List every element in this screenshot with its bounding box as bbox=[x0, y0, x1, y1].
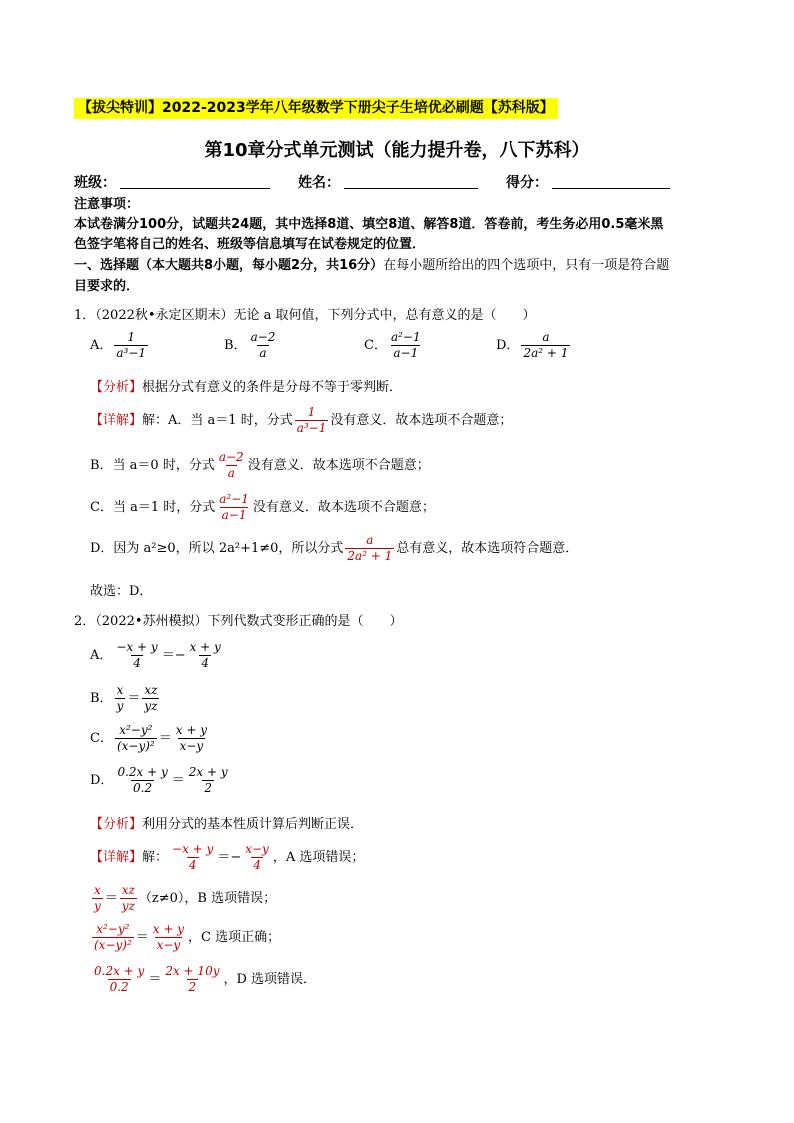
page-title: 第10章分式单元测试（能力提升卷，八下苏科） bbox=[204, 140, 590, 161]
equals-sign: ＝ bbox=[135, 930, 149, 945]
header-banner: 【拔尖特训】2022-2023学年八年级数学下册尖子生培优必刷题【苏科版】 bbox=[74, 98, 558, 119]
name-label: 姓名： bbox=[298, 175, 340, 191]
detail-text: 没有意义．故本选项不合题意； bbox=[252, 500, 435, 515]
fraction: $\frac{a}{\text{2a² + 1}}$ bbox=[347, 533, 393, 563]
section-heading-rest: 在每小题所给出的四个选项中，只有一项是符合题 bbox=[383, 258, 670, 273]
notes-heading: 注意事项： bbox=[74, 197, 140, 212]
detail-text: B．当 a＝0 时，分式 bbox=[90, 458, 215, 473]
detail-text: ，A 选项错误； bbox=[272, 850, 365, 865]
q2-option-b[interactable] bbox=[90, 683, 161, 714]
option-label: B． bbox=[224, 338, 247, 353]
fraction: $\frac{\text{a²−1}}{a-1}$ bbox=[219, 492, 249, 522]
equals-sign: ＝ bbox=[148, 972, 162, 987]
score-label: 得分： bbox=[506, 175, 548, 191]
fraction: $\frac{a}{\text{2a² + 1}}$ bbox=[523, 330, 569, 360]
fraction: $\frac{\text{x²−y²}}{\text{(x−y)²}}$ bbox=[94, 922, 132, 952]
q1-detail-b bbox=[90, 450, 430, 481]
detail-text: 解： bbox=[142, 850, 169, 865]
detail-tag: 【详解】 bbox=[90, 850, 143, 865]
q2-option-a[interactable] bbox=[90, 640, 225, 671]
detail-text: ，C 选项正确； bbox=[188, 930, 281, 945]
detail-text: C．当 a＝1 时，分式 bbox=[90, 500, 216, 515]
q2-option-d[interactable] bbox=[90, 765, 232, 796]
q2-detail-step-1 bbox=[90, 842, 364, 873]
analysis-text: 根据分式有意义的条件是分母不等于零判断． bbox=[142, 380, 403, 395]
detail-text: 没有意义．故本选项不合题意； bbox=[247, 458, 430, 473]
detail-text: 没有意义．故本选项不合题意； bbox=[330, 413, 513, 428]
analysis-tag: 【分析】 bbox=[90, 817, 143, 832]
fraction: $\frac{0.2x + y}{0.2}$ bbox=[117, 765, 168, 795]
q1-option-a[interactable] bbox=[90, 330, 150, 361]
equals-sign: ＝− bbox=[161, 648, 186, 663]
fraction: $\frac{0.2x + y}{0.2}$ bbox=[94, 964, 145, 994]
option-label: C． bbox=[364, 338, 387, 353]
fraction: $\frac{x}{y}$ bbox=[116, 683, 124, 713]
notes-line-2: 色签字笔将自己的姓名、班级等信息填写在试卷规定的位置． bbox=[74, 237, 426, 252]
option-label: A． bbox=[90, 648, 113, 663]
equals-sign: ＝ bbox=[104, 891, 118, 906]
q2-detail-step-4 bbox=[90, 964, 316, 995]
q2-stem: 2．（2022•苏州模拟）下列代数式变形正确的是（ ） bbox=[74, 614, 403, 629]
fraction: $\frac{x + y}{x-y}$ bbox=[152, 922, 185, 952]
fraction: $\frac{x + y}{x-y}$ bbox=[175, 723, 207, 753]
fraction: $\frac{x}{y}$ bbox=[94, 883, 101, 913]
detail-text: （z≠0），B 选项错误； bbox=[138, 891, 277, 906]
fraction: $\frac{\text{a²−1}}{a-1}$ bbox=[390, 330, 421, 360]
q2-detail-step-3 bbox=[90, 922, 280, 953]
name-blank[interactable] bbox=[344, 188, 478, 189]
option-label: C． bbox=[90, 731, 113, 746]
detail-text: 解：A．当 a＝1 时，分式 bbox=[142, 413, 293, 428]
analysis-tag: 【分析】 bbox=[90, 380, 143, 395]
fraction: $\frac{-x + y}{4}$ bbox=[172, 842, 214, 872]
equals-sign: ＝ bbox=[171, 773, 185, 788]
equals-sign: ＝ bbox=[158, 731, 172, 746]
q2-detail-step-2 bbox=[90, 883, 276, 914]
detail-text: 总有意义，故本选项符合题意． bbox=[396, 541, 579, 556]
equals-sign: ＝ bbox=[127, 691, 141, 706]
class-label: 班级： bbox=[74, 175, 116, 191]
equals-sign: ＝− bbox=[217, 850, 242, 865]
q1-analysis bbox=[90, 376, 402, 395]
detail-tag: 【详解】 bbox=[90, 413, 143, 428]
section-heading bbox=[74, 254, 669, 273]
fraction: $\frac{a-2}{a}$ bbox=[250, 330, 276, 360]
fraction: $\frac{1}{\text{a³−1}}$ bbox=[116, 330, 147, 360]
q1-detail-a bbox=[90, 405, 512, 436]
fraction: $\frac{1}{\text{a³−1}}$ bbox=[296, 405, 327, 435]
class-blank[interactable] bbox=[120, 188, 270, 189]
detail-text: D．因为 a²≥0，所以 2a²+1≠0，所以分式 bbox=[90, 541, 344, 556]
q1-option-d[interactable] bbox=[496, 330, 572, 361]
q1-detail-d bbox=[90, 533, 578, 564]
section-heading-line-2: 目要求的． bbox=[74, 279, 140, 294]
q1-answer: 故选：D． bbox=[90, 584, 153, 599]
fraction: $\frac{2x + 10y}{2}$ bbox=[165, 964, 220, 994]
section-heading-bold: 一、选择题（本大题共8小题，每小题2分，共16分） bbox=[74, 258, 384, 273]
fraction: $\frac{x + y}{4}$ bbox=[189, 640, 221, 670]
q2-analysis bbox=[90, 813, 363, 832]
fraction: $\frac{xz}{yz}$ bbox=[121, 883, 135, 913]
score-blank[interactable] bbox=[552, 188, 670, 189]
notes-line-1: 本试卷满分100分，试题共24题，其中选择8道、填空8道、解答8道．答卷前，考生务必用0.5毫米黑 bbox=[74, 217, 664, 232]
fraction: $\frac{xz}{yz}$ bbox=[144, 683, 158, 713]
option-label: B． bbox=[90, 691, 113, 706]
option-label: D． bbox=[90, 773, 114, 788]
fraction: $\frac{a-2}{a}$ bbox=[218, 450, 244, 480]
fraction: $\frac{-x + y}{4}$ bbox=[116, 640, 158, 670]
q1-option-c[interactable] bbox=[364, 330, 425, 361]
q1-detail-c bbox=[90, 492, 435, 523]
q2-option-c[interactable] bbox=[90, 723, 211, 754]
option-label: D． bbox=[496, 338, 520, 353]
analysis-text: 利用分式的基本性质计算后判断正误． bbox=[142, 817, 364, 832]
detail-text: ，D 选项错误． bbox=[223, 972, 317, 987]
fraction: $\frac{x-y}{4}$ bbox=[245, 842, 269, 872]
q1-option-b[interactable] bbox=[224, 330, 279, 361]
fraction: $\frac{2x + y}{2}$ bbox=[188, 765, 228, 795]
option-label: A． bbox=[90, 338, 113, 353]
fraction: $\frac{\text{x²−y²}}{\text{(x−y)²}}$ bbox=[116, 723, 155, 753]
q1-stem: 1．（2022秋•永定区期末）无论 a 取何值，下列分式中，总有意义的是（ ） bbox=[74, 308, 536, 323]
